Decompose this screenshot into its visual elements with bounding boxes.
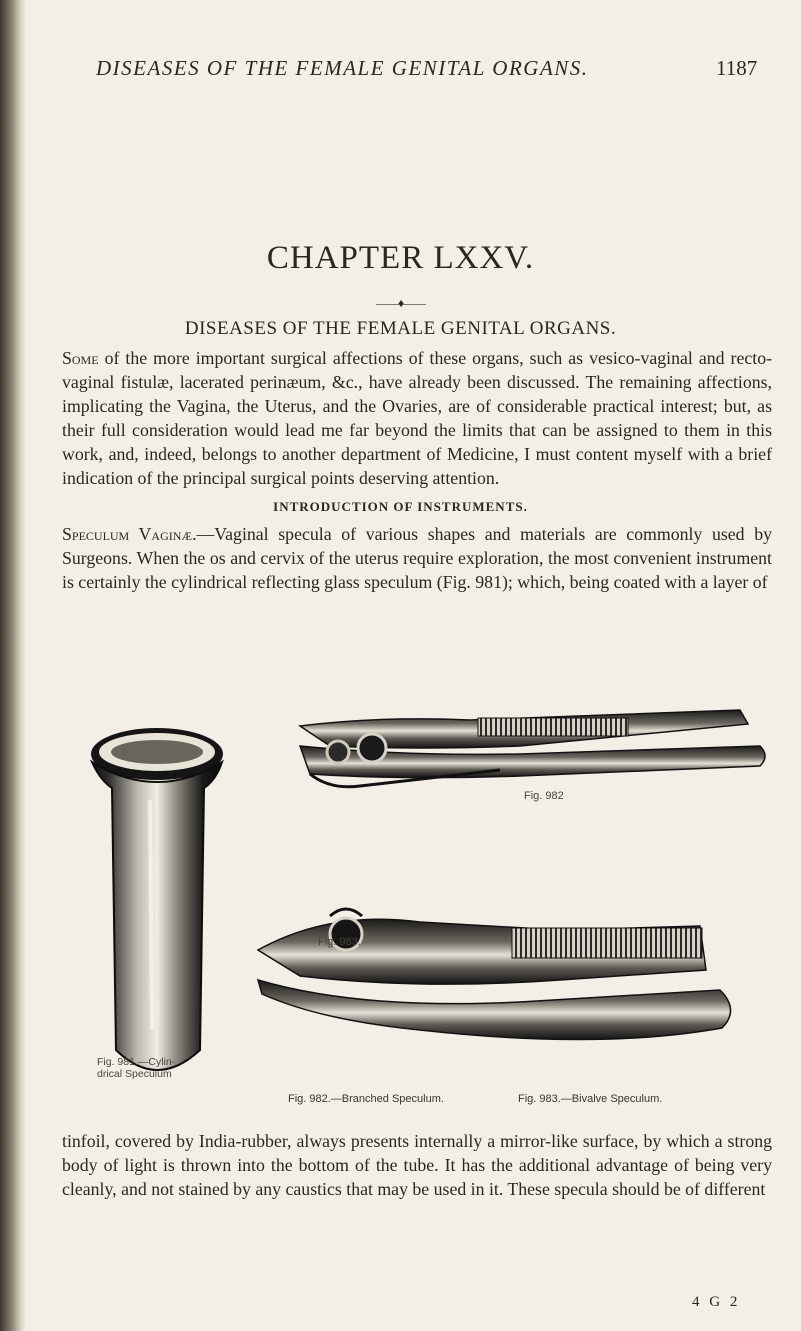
- running-title: DISEASES OF THE FEMALE GENITAL ORGANS.: [96, 56, 589, 80]
- section-title: DISEASES OF THE FEMALE GENITAL ORGANS.: [184, 318, 617, 339]
- fig981-label: [97, 1056, 175, 1080]
- intro-lead: Some: [62, 348, 99, 368]
- figure-plate: [0, 690, 801, 1110]
- running-header: [96, 56, 758, 81]
- chapter-title: CHAPTER LXXV.: [266, 240, 535, 276]
- intro-text: of the more important surgical affections of these organs, such as vesico-vaginal and recto-vaginal fistulæ, lacerated perinæum, &c., have already been discussed. The remaining affections, implicating the Vagina, the Uterus, and the Ovaries, are of considerable practical interest; but, as their full consideration would lead me far beyond the limits that can be assigned to them in this work, and, indeed, belongs to another department of Medicine, I must content myself with a brief indication of the principal surgical points deserving attention.: [62, 348, 772, 488]
- branched-speculum-drawing: [300, 710, 765, 787]
- speculum-lead: Speculum Vaginæ.: [62, 524, 197, 544]
- bivalve-speculum-drawing: [258, 909, 731, 1040]
- subheading-instruments: INTRODUCTION OF INSTRUMENTS.: [273, 499, 528, 514]
- fig982-label: Fig. 982: [524, 790, 564, 802]
- speculum-illustrations: [0, 690, 801, 1110]
- page-binding-edge: [0, 0, 26, 1331]
- fig983-label: Fig. 983.: [318, 936, 361, 948]
- fig981-label-line1: Fig. 981.—Cylin-: [97, 1056, 176, 1068]
- cylindrical-speculum-drawing: [91, 728, 223, 1070]
- caption-fig982: Fig. 982.—Branched Speculum.: [288, 1093, 444, 1105]
- page-number: 1187: [716, 56, 758, 80]
- signature-mark: 4 G 2: [692, 1294, 741, 1310]
- chapter-ornament: ——♦——: [375, 296, 426, 310]
- speculum-text: —Vaginal specula of various shapes and materials are commonly used by Surgeons. When the os and cervix of the uterus require exploration, the most convenient instrument is certainly the cylindrical reflecting glass speculum (Fig. 981); which, being coated with a layer of: [62, 524, 772, 592]
- speculum-paragraph: [62, 522, 772, 594]
- caption-fig983: Fig. 983.—Bivalve Speculum.: [518, 1093, 663, 1105]
- continuation-paragraph: tinfoil, covered by India-rubber, always presents internally a mirror-like surface, by which a strong body of light is thrown into the bottom of the tube. It has the additional advantage of being very cleanly, and not stained by any caustics that may be used in it. These specula should be of different: [62, 1131, 772, 1199]
- intro-paragraph: [62, 346, 772, 490]
- fig981-label-line2: drical Speculum: [97, 1068, 172, 1080]
